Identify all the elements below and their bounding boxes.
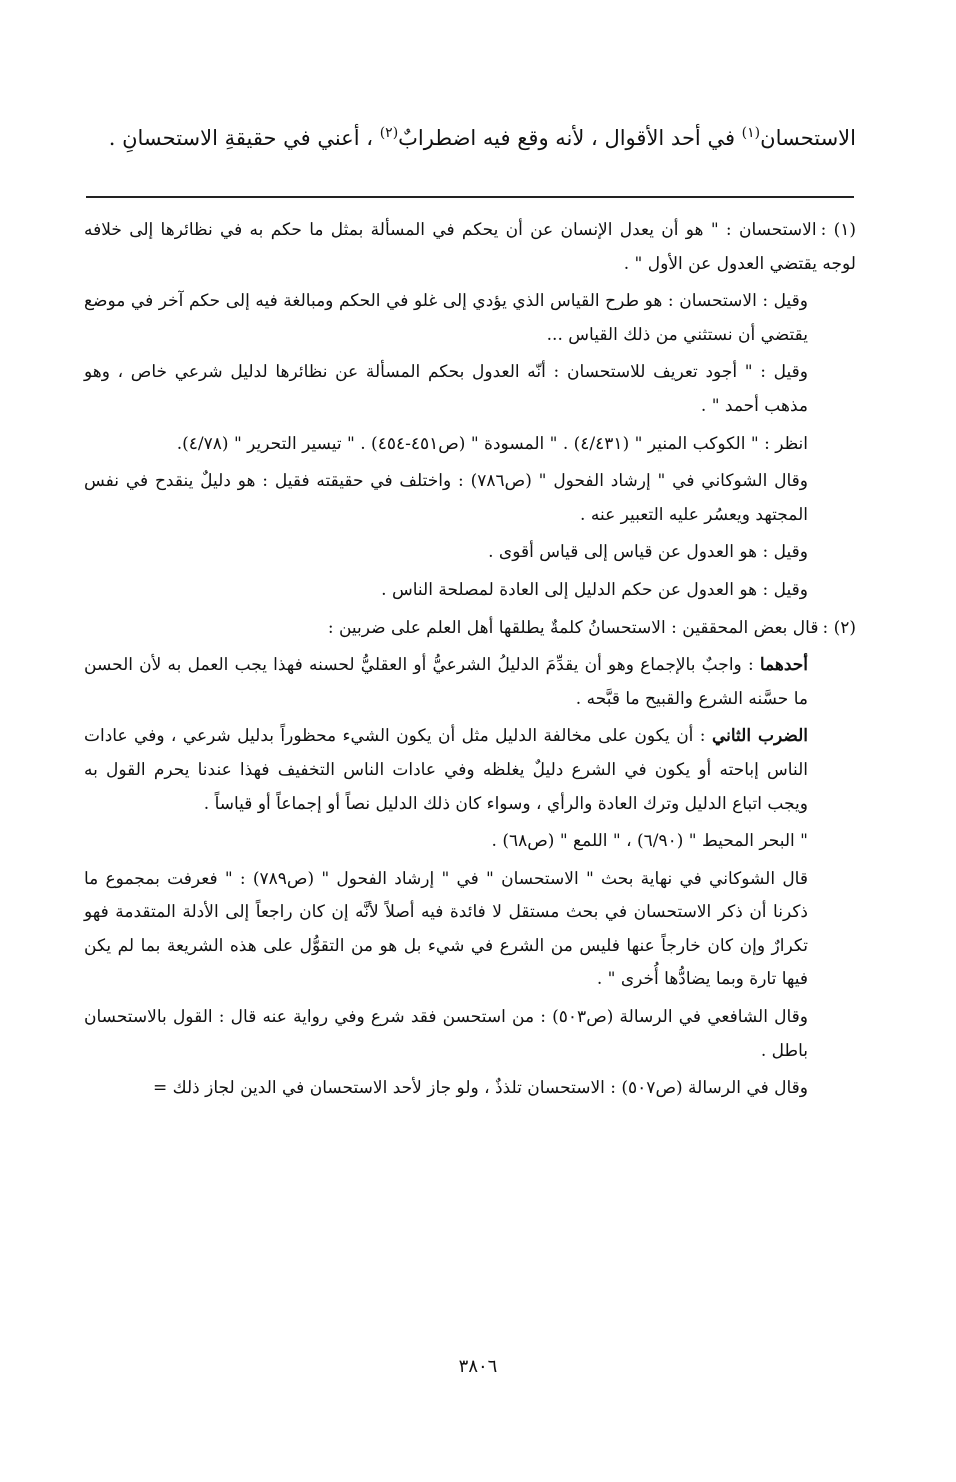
footnote-1-text: الاستحسان : " هو أن يعدل الإنسان عن أن يحكم في المسألة بمثل ما حكم به في نظائرها إلى خلافه لوجه يقتضي العدول عن الأول " . — [84, 220, 856, 274]
footnote-2-text-first: : واجبٌ بالإجماع وهو أن يقدِّمَ الدليلُ الشرعيُّ أو العقليُّ لحسنه فهذا يجب العمل به لأن الحسن ما حسَّنه الشرع والقبيح ما قبَّحه . — [84, 655, 808, 709]
footnotes-section — [84, 214, 856, 1106]
footnote-ref-1: (١) — [741, 125, 761, 141]
footnote-2-number: (٢) : — [822, 617, 856, 638]
footnote-1-para-5: وقال الشوكاني في " إرشاد الفحول " (ص٧٨٦) : واختلف في حقيقته فقيل : هو دليلٌ ينقدح في نفس المجتهد ويعسُر عليه التعبير عنه . — [84, 471, 808, 525]
footnote-1-para-2: وقيل : الاستحسان : هو طرح القياس الذي يؤدي إلى غلو في الحكم ومبالغة فيه إلى حكم آخر في موضع يقتضي أن نستثني من ذلك القياس ... — [84, 291, 808, 345]
footnote-2-para-2 — [84, 649, 856, 716]
footnote-ref-2: (٢) — [379, 125, 399, 141]
footnote-2-para-4: " البحر المحيط " (٦/٩٠) ، " اللمع " (ص٦٨) . — [491, 831, 808, 852]
footnote-1-para-4: انظر : " الكوكب المنير " (٤/٤٣١) . " المسودة " (ص٤٥١-٤٥٤) . " تيسير التحرير " (٤/٧٨). — [176, 433, 808, 454]
footnote-separator — [86, 196, 854, 198]
footnote-2-text: قال بعض المحققين : الاستحسانُ كلمةٌ يطلقها أهل العلم على ضربين : — [327, 617, 819, 638]
main-text-part-1: الاستحسان — [760, 126, 856, 150]
footnote-2-para-5: قال الشوكاني في نهاية بحث " الاستحسان " في " إرشاد الفحول " (ص٧٨٩) : " فعرفت بمجموع ما ذكرنا أن ذكر الاستحسان في بحث مستقل لا فائدة فيه أصلاً لأنَّه إن كان راجعاً إلى الأدلة المتقدمة فهو تكرارٌ وإن كان خارجاً عنها فليس من الشرع في شيء بل هو من التقوُّل على هذه الشريعة بما لم يكن فيها تارة وبما يضادُّها أُخرى " . — [84, 868, 809, 990]
footnote-2-para-6: وقال الشافعي في الرسالة (ص٥٠٣) : من استحسن فقد شرع وفي رواية عنه قال : القول بالاستحسان باطل . — [84, 1007, 808, 1061]
footnote-2-label-second: الضرب الثاني — [711, 726, 808, 747]
page-number: ٣٨٠٦ — [458, 1356, 498, 1377]
footnote-1-para-3: وقيل : " أجود تعريف للاستحسان : أنّه العدول بحكم المسألة عن نظائرها لدليل شرعي خاص ، وهو مذهب أحمد " . — [84, 362, 808, 416]
main-text-part-3: ، أعني في حقيقةِ الاستحسانِ . — [108, 126, 380, 150]
main-text-line — [86, 116, 856, 160]
footnote-1-para-6: وقيل : هو العدول عن قياس إلى قياس أقوى . — [488, 542, 808, 563]
footnote-1-para-1 — [84, 214, 856, 281]
main-text-part-2: في أحد الأقوال ، لأنه وقع فيه اضطرابٌ — [398, 126, 742, 150]
footnote-2-para-3 — [84, 720, 856, 821]
footnote-1-number: (١) : — [820, 220, 856, 240]
footnote-2-label-first: أحدهما — [759, 655, 808, 676]
footnote-2-para-1 — [84, 612, 856, 646]
footnote-2-para-7: وقال في الرسالة (ص٥٠٧) : الاستحسان تلذذٌ ، ولو جاز لأحد الاستحسان في الدين لجاز ذلك = — [153, 1078, 808, 1099]
footnote-2-text-second: : أن يكون على مخالفة الدليل مثل أن يكون الشيء محظوراً بدليل شرعي ، وفي عادات الناس إباحته أو يكون في الشرع دليلٌ يغلظه وفي عادات الناس التخفيف فهذا عندنا يحرم القول به ويجب اتباع الدليل وترك العادة والرأي ، وسواء كان ذلك الدليل نصاً أو إجماعاً أو قياساً . — [84, 726, 808, 814]
footnote-1-para-7: وقيل : هو العدول عن حكم الدليل إلى العادة لمصلحة الناس . — [381, 579, 808, 600]
